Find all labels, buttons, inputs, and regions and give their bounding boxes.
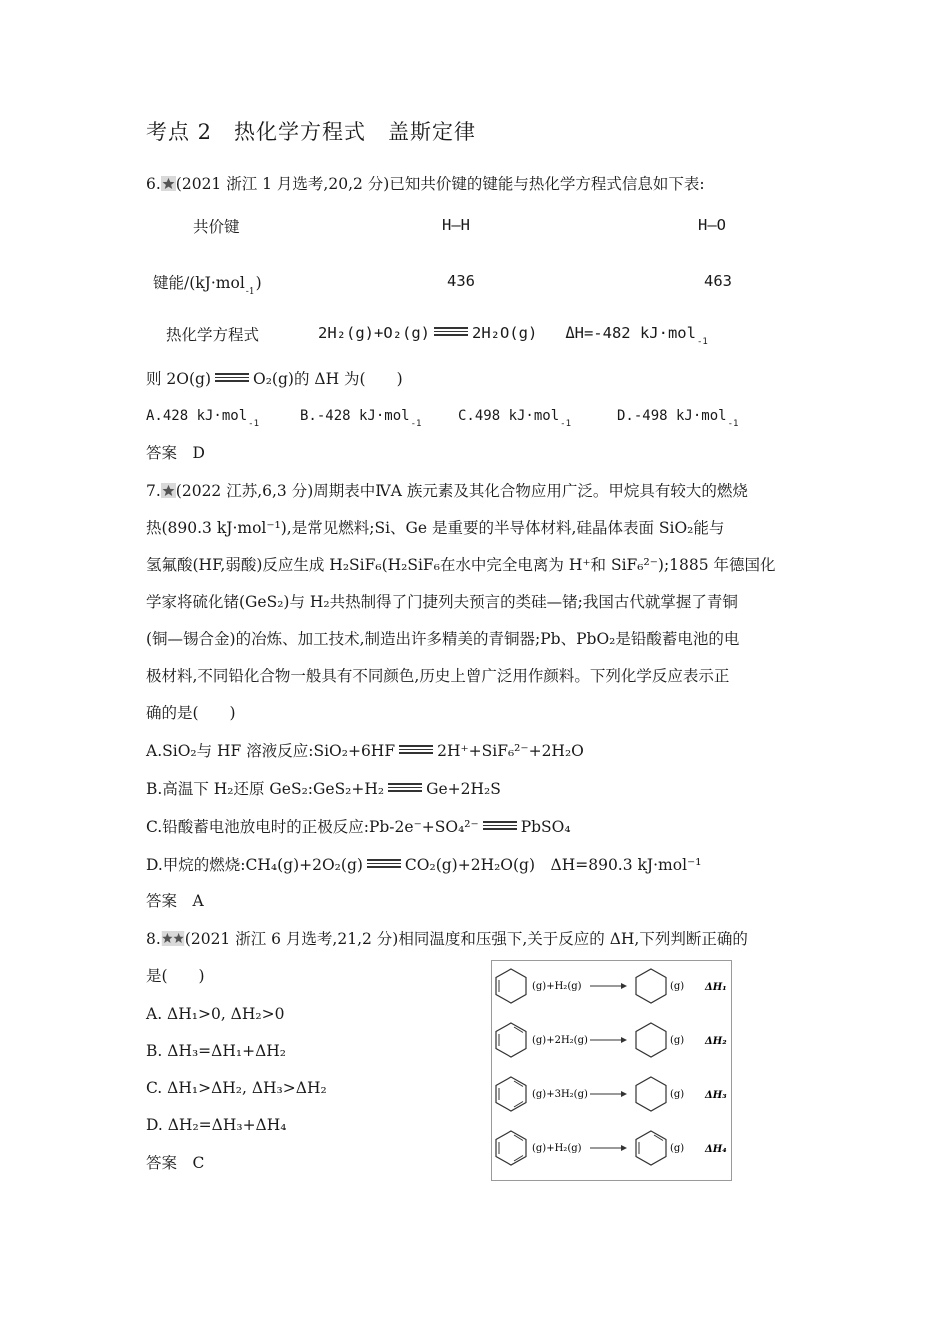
scheme-reagent: (g)+H₂(g) bbox=[532, 1143, 582, 1154]
q6-source: (2021 浙江 1 月选考,20,2 分)已知共价键的键能与热化学方程式信息如下表: bbox=[175, 175, 705, 193]
scheme-product-state: (g) bbox=[670, 981, 685, 992]
table-value-hh: 436 bbox=[447, 272, 475, 290]
q6-option-b: B.-428 kJ·mol$_{-1}$ bbox=[300, 408, 422, 429]
q7-stem-line: 氢氟酸(HF,弱酸)反应生成 H₂SiF₆(H₂SiF₆在水中完全电离为 H⁺和 SiF₆²⁻);1885 年德国化 bbox=[146, 556, 776, 574]
scheme-dh-label: ΔH₂ bbox=[705, 1036, 727, 1047]
cyclohexane-icon bbox=[636, 1023, 666, 1057]
q6-option-d: D.-498 kJ·mol$_{-1}$ bbox=[617, 408, 739, 429]
scheme-row-2 bbox=[496, 1023, 727, 1057]
table-equation-label: 热化学方程式 bbox=[166, 326, 260, 344]
scheme-reagent: (g)+3H₂(g) bbox=[532, 1089, 588, 1100]
difficulty-star-icon bbox=[161, 483, 176, 498]
scheme-product-state: (g) bbox=[670, 1035, 685, 1046]
table-equation: 2H₂(g)+O₂(g) 2H₂O(g) ΔH=-482 kJ·mol$_{-1}$ bbox=[318, 324, 708, 347]
table-energy-label: 键能/(kJ·mol$_{-1}$) bbox=[153, 274, 262, 297]
cyclohexadiene-icon bbox=[636, 1131, 666, 1165]
cyclohexane-icon bbox=[636, 1077, 666, 1111]
q6-number: 6. bbox=[146, 175, 161, 193]
scheme-row-4 bbox=[496, 1131, 727, 1165]
table-value-ho: 463 bbox=[704, 272, 732, 290]
benzene-icon bbox=[496, 1077, 526, 1111]
scheme-row-3 bbox=[496, 1077, 727, 1111]
scheme-row-1 bbox=[496, 969, 727, 1003]
q7-stem-line: 确的是( ) bbox=[146, 704, 236, 722]
q7-option-b: B.高温下 H₂还原 GeS₂:GeS₂+H₂ Ge+2H₂S bbox=[146, 780, 501, 798]
q7-option-a: A.SiO₂与 HF 溶液反应:SiO₂+6HF 2H⁺+SiF₆²⁻+2H₂O bbox=[146, 742, 584, 760]
q7-option-d: D.甲烷的燃烧:CH₄(g)+2O₂(g) CO₂(g)+2H₂O(g) ΔH=890.3 kJ·mol⁻¹ bbox=[146, 856, 702, 874]
q8-option-b: B. ΔH₃=ΔH₁+ΔH₂ bbox=[146, 1042, 286, 1060]
q8-option-d: D. ΔH₂=ΔH₃+ΔH₄ bbox=[146, 1116, 287, 1134]
q7-stem-line: 热(890.3 kJ·mol⁻¹),是常见燃料;Si、Ge 是重要的半导体材料,硅晶体表面 SiO₂能与 bbox=[146, 519, 725, 537]
q8-number: 8. bbox=[146, 930, 161, 948]
q7-stem-line: 7. (2022 江苏,6,3 分)周期表中ⅣA 族元素及其化合物应用广泛。甲烷具有较大的燃烧 bbox=[146, 482, 748, 500]
equals-sign bbox=[367, 859, 401, 868]
cyclohexane-icon bbox=[636, 969, 666, 1003]
q8-stem-line: 是( ) bbox=[146, 967, 205, 985]
q6-option-c: C.498 kJ·mol$_{-1}$ bbox=[458, 408, 571, 429]
table-bond-ho: H—O bbox=[698, 216, 726, 234]
q7-option-c: C.铅酸蓄电池放电时的正极反应:Pb-2e⁻+SO₄²⁻ PbSO₄ bbox=[146, 818, 571, 836]
scheme-product-state: (g) bbox=[670, 1143, 685, 1154]
difficulty-stars-icon bbox=[161, 931, 185, 946]
q7-stem-line: 极材料,不同铅化合物一般具有不同颜色,历史上曾广泛用作颜料。下列化学反应表示正 bbox=[146, 667, 730, 685]
benzene-icon bbox=[496, 1131, 526, 1165]
q8-option-c: C. ΔH₁>ΔH₂, ΔH₃>ΔH₂ bbox=[146, 1079, 327, 1097]
cyclohexene-icon bbox=[496, 969, 526, 1003]
q6-option-a: A.428 kJ·mol$_{-1}$ bbox=[146, 408, 259, 429]
q7-number: 7. bbox=[146, 482, 161, 500]
equals-sign bbox=[399, 745, 433, 754]
q7-stem-line: 学家将硫化锗(GeS₂)与 H₂共热制得了门捷列夫预言的类硅—锗;我国古代就掌握了青铜 bbox=[146, 593, 738, 611]
table-header-label: 共价键 bbox=[193, 218, 240, 236]
scheme-dh-label: ΔH₁ bbox=[705, 982, 727, 993]
q6-answer: 答案 D bbox=[146, 444, 205, 462]
equals-sign bbox=[434, 327, 468, 336]
table-bond-hh: H—H bbox=[442, 216, 470, 234]
q7-stem-line: (铜—锡合金)的冶炼、加工技术,制造出许多精美的青铜器;Pb、PbO₂是铅酸蓄电池的电 bbox=[146, 630, 740, 648]
q8-answer: 答案 C bbox=[146, 1154, 205, 1172]
scheme-dh-label: ΔH₄ bbox=[705, 1144, 727, 1155]
section-heading: 考点 2 热化学方程式 盖斯定律 bbox=[146, 120, 477, 144]
equals-sign bbox=[388, 783, 422, 792]
difficulty-star-icon bbox=[161, 176, 176, 191]
scheme-reagent: (g)+2H₂(g) bbox=[532, 1035, 588, 1046]
scheme-dh-label: ΔH₃ bbox=[705, 1090, 727, 1101]
q8-option-a: A. ΔH₁>0, ΔH₂>0 bbox=[146, 1005, 285, 1023]
q8-stem-line: 8. (2021 浙江 6 月选考,21,2 分)相同温度和压强下,关于反应的 ΔH,下列判断正确的 bbox=[146, 930, 748, 948]
q7-answer: 答案 A bbox=[146, 892, 204, 910]
reaction-scheme-figure bbox=[491, 960, 732, 1181]
equals-sign bbox=[483, 821, 517, 830]
cyclohexadiene-icon bbox=[496, 1023, 526, 1057]
q6-stem bbox=[146, 174, 705, 194]
q6-question: 则 2O(g) O₂(g)的 ΔH 为( ) bbox=[146, 370, 403, 388]
scheme-reagent: (g)+H₂(g) bbox=[532, 981, 582, 992]
scheme-product-state: (g) bbox=[670, 1089, 685, 1100]
equals-sign bbox=[215, 373, 249, 382]
